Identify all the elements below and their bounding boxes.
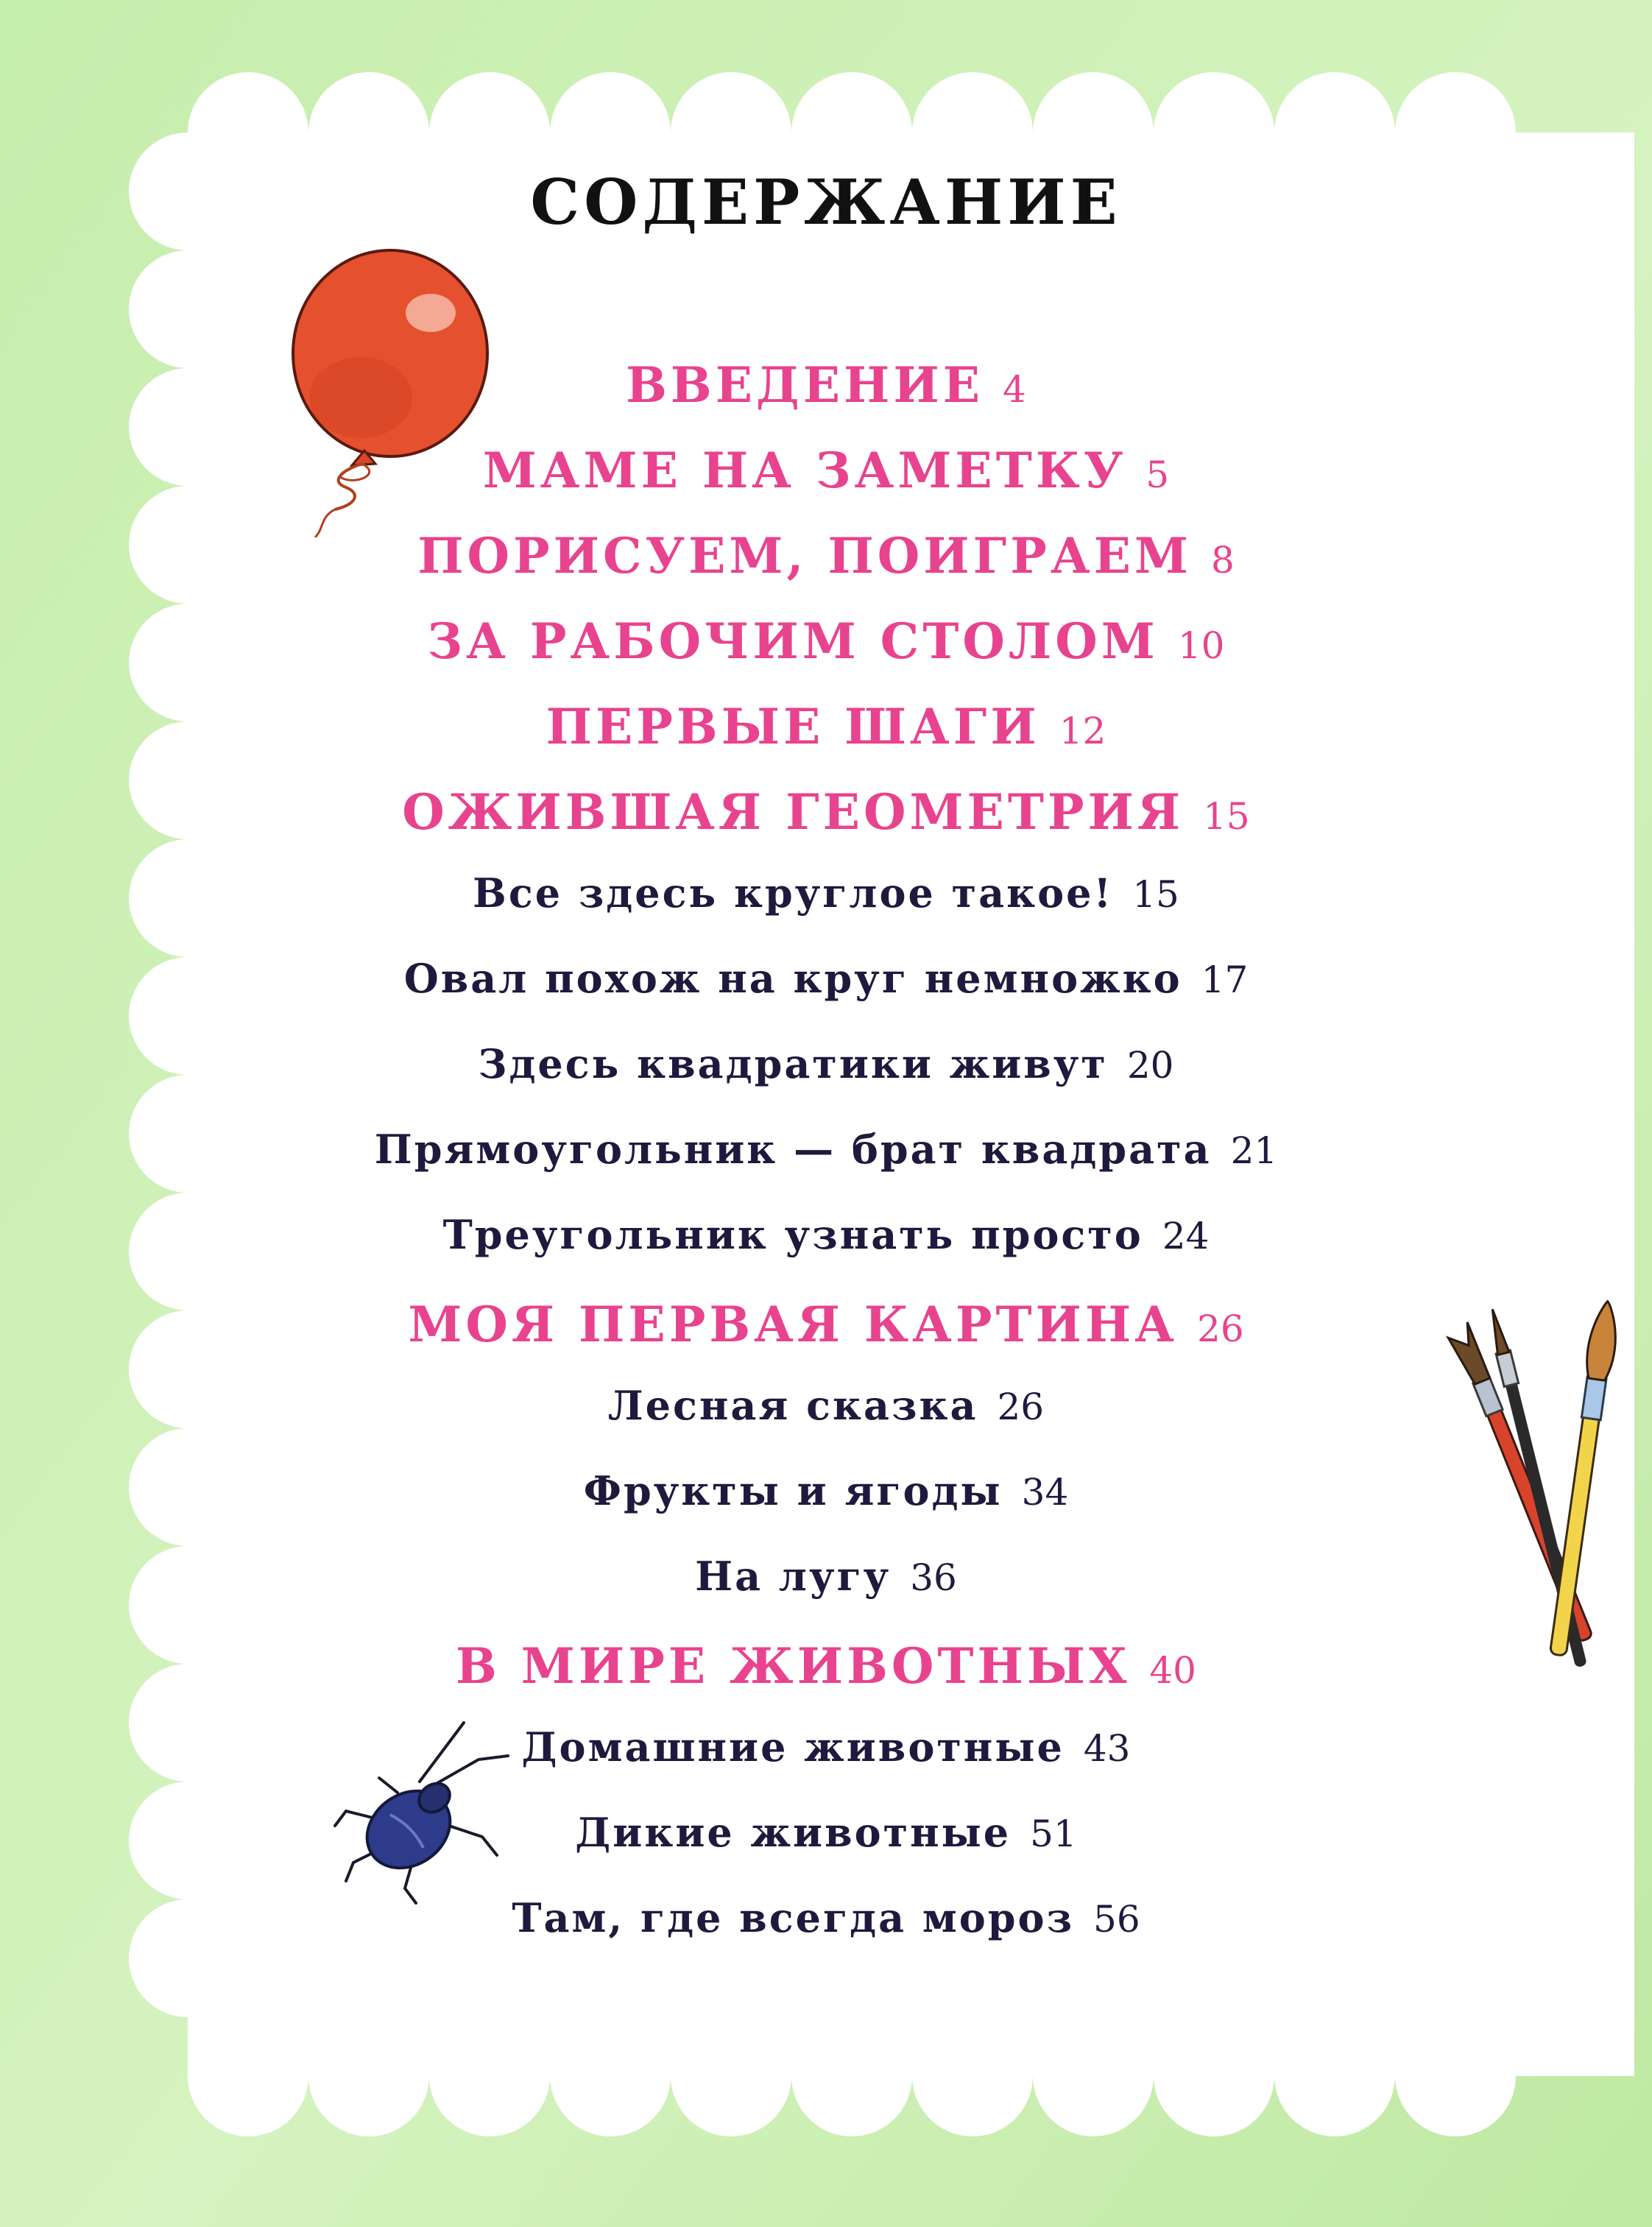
toc-entry-label: Дикие животные: [575, 1809, 1012, 1856]
toc-subsection-entry: [0, 955, 1652, 1002]
toc-page-number: 51: [1030, 1813, 1077, 1855]
toc-section-entry: [0, 1296, 1652, 1353]
toc-page-number: 36: [910, 1556, 957, 1599]
toc-page-number: 12: [1059, 710, 1106, 752]
toc-subsection-entry: [0, 1809, 1652, 1856]
toc-entry-label: ОЖИВШАЯ ГЕОМЕТРИЯ: [402, 783, 1185, 841]
toc-page-number: 17: [1201, 959, 1249, 1001]
toc-entry-label: ВВЕДЕНИЕ: [626, 356, 984, 414]
toc-entry-label: Все здесь круглое такое!: [473, 869, 1114, 917]
toc-subsection-entry: [0, 1467, 1652, 1514]
toc-subsection-entry: [0, 1723, 1652, 1771]
toc-entry-label: Овал похож на круг немножко: [403, 955, 1182, 1002]
toc-entry-label: Здесь квадратики живут: [478, 1040, 1108, 1087]
toc-subsection-entry: [0, 1126, 1652, 1173]
toc-section-entry: [0, 1637, 1652, 1695]
toc-page-number: 56: [1093, 1898, 1140, 1941]
toc-entry-label: Прямоугольник — брат квадрата: [374, 1126, 1212, 1173]
toc-page-number: 21: [1230, 1129, 1278, 1172]
toc-page-number: 10: [1177, 624, 1225, 667]
toc-section-entry: [0, 783, 1652, 841]
toc-section-entry: [0, 356, 1652, 414]
toc-page-number: 20: [1126, 1044, 1174, 1087]
toc-subsection-entry: [0, 1382, 1652, 1429]
toc-page-number: 15: [1132, 873, 1179, 916]
toc-subsection-entry: [0, 1553, 1652, 1600]
toc-entry-label: ПЕРВЫЕ ШАГИ: [546, 698, 1040, 755]
toc-page-number: 15: [1203, 795, 1250, 838]
toc-page-number: 26: [997, 1386, 1045, 1428]
toc-page-number: 24: [1162, 1215, 1210, 1257]
toc-page-number: 43: [1083, 1727, 1131, 1770]
toc-section-entry: [0, 527, 1652, 585]
toc-page-number: 34: [1021, 1471, 1069, 1514]
toc-entry-label: На лугу: [695, 1553, 892, 1600]
toc-entry-label: Треугольник узнать просто: [442, 1211, 1143, 1258]
toc-section-entry: [0, 442, 1652, 499]
toc-section-entry: [0, 698, 1652, 755]
toc-page-number: 26: [1197, 1307, 1244, 1350]
toc-subsection-entry: [0, 1211, 1652, 1258]
toc-subsection-entry: [0, 869, 1652, 917]
page-title: СОДЕРЖАНИЕ: [530, 166, 1122, 239]
toc-entry-label: В МИРЕ ЖИВОТНЫХ: [456, 1637, 1131, 1695]
toc-subsection-entry: [0, 1040, 1652, 1087]
toc-subsection-entry: [0, 1894, 1652, 1941]
toc-page-number: 8: [1210, 539, 1235, 582]
toc-entry-label: ЗА РАБОЧИМ СТОЛОМ: [427, 613, 1159, 670]
toc-page-number: 4: [1003, 368, 1026, 411]
toc-section-entry: [0, 613, 1652, 670]
toc-entry-label: МАМЕ НА ЗАМЕТКУ: [482, 442, 1127, 499]
toc-entry-label: Там, где всегда мороз: [512, 1894, 1075, 1941]
toc-entry-label: МОЯ ПЕРВАЯ КАРТИНА: [408, 1296, 1179, 1353]
toc-page-number: 40: [1149, 1649, 1196, 1692]
toc-entry-label: Домашние животные: [521, 1723, 1065, 1771]
toc-page-number: 5: [1146, 453, 1170, 496]
toc-entry-label: Фрукты и ягоды: [583, 1467, 1003, 1514]
toc-entry-label: Лесная сказка: [607, 1382, 978, 1429]
toc-entry-label: ПОРИСУЕМ, ПОИГРАЕМ: [417, 527, 1192, 585]
